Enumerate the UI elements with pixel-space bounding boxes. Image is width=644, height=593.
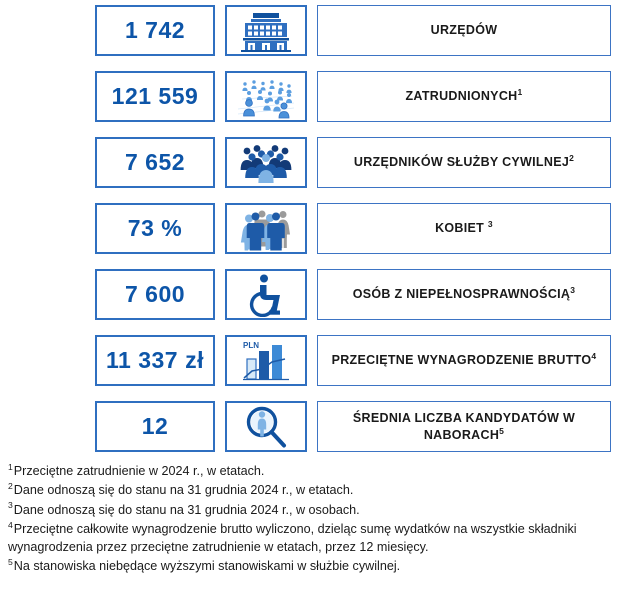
stat-label	[435, 220, 493, 237]
crowd-of-people-icon	[236, 75, 296, 119]
footnote-item	[8, 557, 640, 575]
footnote-item	[8, 501, 640, 519]
stat-label-box	[317, 269, 611, 320]
stat-row	[0, 0, 644, 66]
stat-icon-box	[225, 137, 307, 188]
footnote-text: Dane odnoszą się do stanu na 31 grudnia 2024 r., w osobach.	[13, 502, 360, 517]
stat-row	[0, 66, 644, 132]
magnifier-with-person-icon	[244, 405, 288, 449]
stat-label	[353, 286, 576, 303]
footnote-number: 4	[8, 519, 13, 530]
stat-value-box	[95, 71, 215, 122]
stat-icon-box	[225, 401, 307, 452]
stat-value	[106, 349, 204, 372]
stat-label-box	[317, 137, 611, 188]
footnote-number: 3	[8, 500, 13, 511]
stat-value-box	[95, 137, 215, 188]
stat-value-number: 11 337	[106, 347, 179, 373]
footnotes-list	[8, 462, 640, 577]
men-and-women-icon	[238, 207, 294, 251]
footnote-marker: 3	[570, 284, 576, 295]
stat-value-box	[95, 269, 215, 320]
stat-value-box	[95, 203, 215, 254]
stat-label-box	[317, 335, 611, 386]
footnote-marker: 2	[569, 152, 575, 163]
wheelchair-accessibility-icon	[244, 273, 288, 317]
stat-icon-box	[225, 335, 307, 386]
stat-icon-box	[225, 269, 307, 320]
stat-label-box	[317, 203, 611, 254]
stat-label-text: ŚREDNIA LICZBA KANDYDATÓW W NABORACH	[352, 410, 576, 442]
stat-label	[405, 88, 522, 105]
pln-icon-label: PLN	[243, 340, 259, 350]
stat-label-text: OSÓB Z NIEPEŁNOSPRAWNOŚCIĄ	[352, 287, 571, 302]
stat-value: 73 %	[127, 215, 183, 241]
footnote-item	[8, 462, 640, 480]
stat-label-box	[317, 5, 611, 56]
stat-label-box	[317, 71, 611, 122]
stat-value-unit: zł	[185, 347, 204, 373]
footnote-number: 1	[8, 461, 13, 472]
stat-row	[0, 396, 644, 462]
stat-label	[354, 154, 574, 171]
footnote-number: 2	[8, 481, 13, 492]
stat-value-box	[95, 5, 215, 56]
stat-value: 12	[141, 413, 169, 439]
stat-label	[431, 22, 498, 39]
footnote-text: Przeciętne zatrudnienie w 2024 r., w etatach.	[13, 464, 265, 478]
footnote-text: Na stanowiska niebędące wyższymi stanowiskami w służbie cywilnej.	[13, 559, 401, 574]
stat-label-text: KOBIET	[435, 221, 485, 236]
stat-value: 1 742	[124, 17, 186, 43]
stat-row	[0, 132, 644, 198]
footnote-marker: 5	[499, 425, 505, 436]
stat-label-text: URZĘDNIKÓW SŁUŻBY CYWILNEJ	[353, 155, 570, 170]
stat-row	[0, 264, 644, 330]
pln-bar-chart-icon	[240, 339, 292, 383]
stat-value: 7 600	[124, 281, 186, 307]
stat-label	[332, 352, 597, 369]
footnote-text: Przeciętne całkowite wynagrodzenie brutto wyliczono, dzieląc sumę wydatków na wszystkie składniki wynagrodzenia przez przeciętne zatrudnienie w etatach, przez 12 miesięcy.	[8, 521, 577, 554]
group-of-people-icon	[238, 141, 294, 185]
stat-icon-box	[225, 203, 307, 254]
stat-label-box	[317, 401, 611, 452]
footnote-marker: 1	[517, 86, 523, 97]
stat-value-box	[95, 335, 215, 386]
stat-label	[324, 410, 604, 444]
stat-icon-box	[225, 71, 307, 122]
stat-row	[0, 198, 644, 264]
office-building-icon	[239, 10, 293, 52]
stat-label-text: PRZECIĘTNE WYNAGRODZENIE BRUTTO	[331, 353, 592, 368]
footnote-marker: 4	[591, 350, 597, 361]
stat-value-box	[95, 401, 215, 452]
stat-label-text: ZATRUDNIONYCH	[405, 89, 518, 104]
footnote-number: 5	[8, 557, 13, 568]
stat-value: 121 559	[111, 83, 199, 109]
stat-label-text: URZĘDÓW	[430, 23, 498, 38]
footnote-item	[8, 481, 640, 499]
stat-icon-box	[225, 5, 307, 56]
stat-value: 7 652	[124, 149, 186, 175]
footnote-marker: 3	[487, 218, 493, 229]
footnote-text: Dane odnoszą się do stanu na 31 grudnia 2024 r., w etatach.	[13, 483, 354, 498]
footnote-item	[8, 520, 640, 557]
stat-row	[0, 330, 644, 396]
